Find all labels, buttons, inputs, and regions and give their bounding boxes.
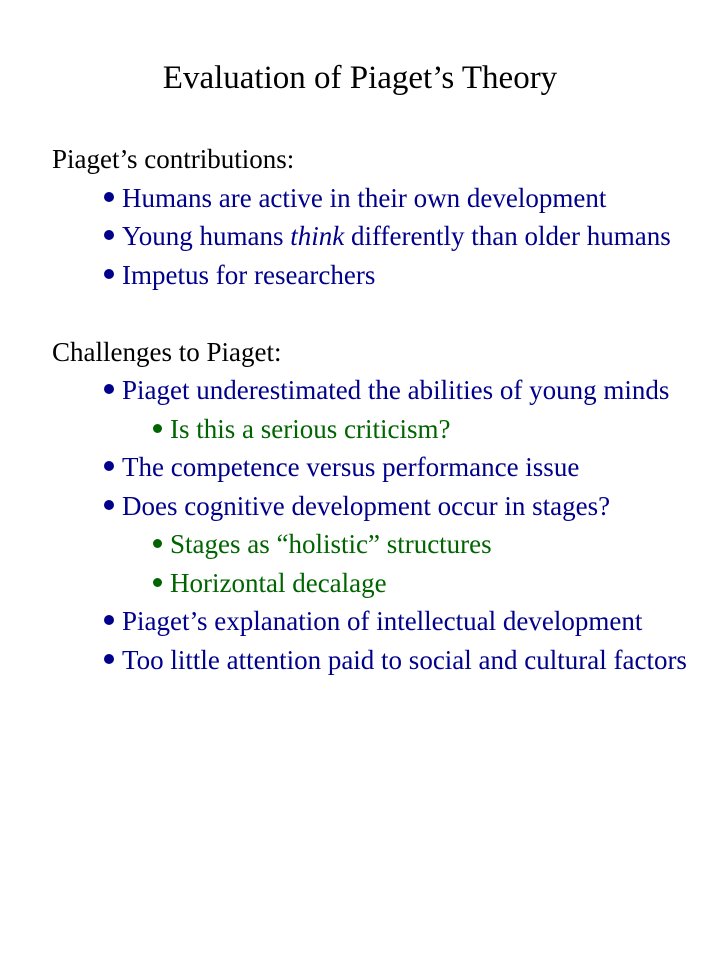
challenge-subitem-1-1 xyxy=(52,410,702,449)
contribution-item-2 xyxy=(52,217,702,256)
contribution-item-text-after: differently than older humans xyxy=(344,221,671,251)
challenge-item-2 xyxy=(52,448,702,487)
bullet-dot-icon xyxy=(104,654,114,664)
challenge-item-1 xyxy=(52,371,702,410)
challenge-item-text: Too little attention paid to social and cultural factors xyxy=(122,644,687,675)
challenges-heading: Challenges to Piaget: xyxy=(52,336,282,367)
contribution-item-1 xyxy=(52,179,702,218)
contributions-heading: Piaget’s contributions: xyxy=(52,144,295,174)
slide-body xyxy=(52,140,702,679)
contribution-item-3 xyxy=(52,256,702,295)
challenge-subitem-text: Is this a serious criticism? xyxy=(170,413,451,444)
bullet-dot-icon xyxy=(104,269,114,279)
sub-bullet-dot-icon xyxy=(153,578,162,587)
challenge-item-text: Piaget underestimated the abilities of young minds xyxy=(122,375,670,405)
bullet-dot-icon xyxy=(104,384,114,394)
challenge-subitem-3-1 xyxy=(52,525,702,564)
challenge-item-3 xyxy=(52,487,702,526)
bullet-dot-icon xyxy=(104,615,114,625)
challenge-item-text: Piaget’s explanation of intellectual development xyxy=(122,606,643,636)
contribution-item-emphasis: think xyxy=(290,221,345,251)
challenge-item-4 xyxy=(52,602,702,641)
section-spacer xyxy=(52,294,702,333)
slide-title: Evaluation of Piaget’s Theory xyxy=(162,60,558,96)
contribution-item-text-before: Young humans xyxy=(122,221,291,251)
challenge-subitem-text: Horizontal decalage xyxy=(170,567,387,598)
challenge-subitem-text: Stages as “holistic” structures xyxy=(170,529,492,559)
bullet-dot-icon xyxy=(104,461,114,471)
sub-bullet-dot-icon xyxy=(153,424,162,433)
challenge-item-5 xyxy=(52,641,702,680)
contribution-item-text: Impetus for researchers xyxy=(122,259,376,290)
sub-bullet-dot-icon xyxy=(153,539,162,548)
bullet-dot-icon xyxy=(104,500,114,510)
bullet-dot-icon xyxy=(104,230,114,240)
challenge-item-text: The competence versus performance issue xyxy=(122,452,580,482)
challenge-subitem-3-2 xyxy=(52,564,702,603)
challenge-item-text: Does cognitive development occur in stages? xyxy=(122,490,611,521)
bullet-dot-icon xyxy=(104,192,114,202)
contribution-item-text: Humans are active in their own development xyxy=(122,182,607,213)
